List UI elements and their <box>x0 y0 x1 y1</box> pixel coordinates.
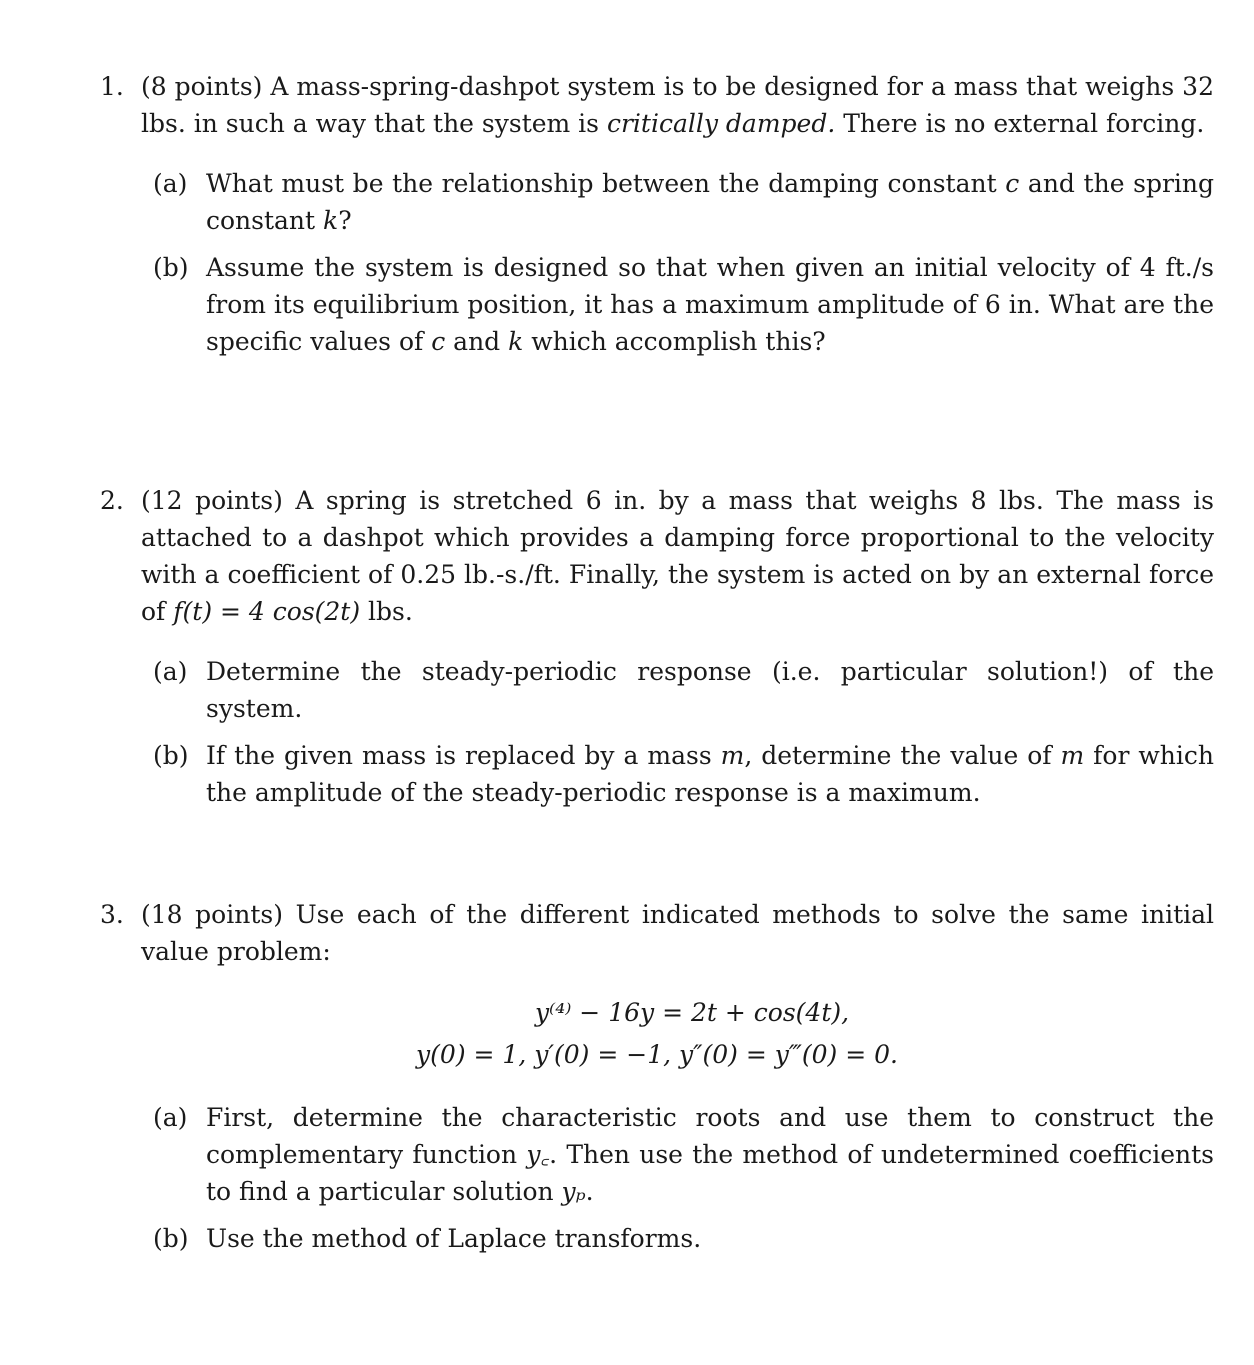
problem-1-text: A mass-spring-dashpot system is to be designed for a mass that weighs 32 lbs. in such a way that the system is <box>141 72 1214 138</box>
math-var: c <box>1005 169 1020 198</box>
part-label: (a) <box>153 657 188 686</box>
problem-2-part-a <box>153 653 1214 727</box>
problem-3-statement <box>100 896 1214 970</box>
part-text: First, determine the characteristic roots and use them to construct the complementary function <box>206 1103 1214 1169</box>
part-text: Determine the steady-periodic response (i.e. particular solution!) of the system. <box>206 657 1214 723</box>
ivp-equations <box>100 992 1214 1076</box>
problem-2-number: 2. <box>100 486 124 515</box>
problem-3 <box>100 896 1214 1267</box>
part-label: (b) <box>153 741 189 770</box>
part-text: which accomplish this? <box>523 327 826 356</box>
part-text: If the given mass is replaced by a mass <box>206 741 721 770</box>
part-text: . <box>585 1177 594 1206</box>
math-var: k <box>508 327 524 356</box>
problem-2-points: (12 points) <box>141 486 283 515</box>
part-label: (a) <box>153 1103 188 1132</box>
problem-2-statement <box>100 482 1214 630</box>
problem-1-parts <box>100 165 1214 360</box>
math-var: c <box>431 327 446 356</box>
part-label: (a) <box>153 169 188 198</box>
part-label: (b) <box>153 253 189 282</box>
problem-1-statement <box>100 68 1214 142</box>
problem-1-emphasis: critically damped. <box>606 109 836 138</box>
problem-1 <box>100 68 1214 370</box>
part-text: ? <box>338 206 352 235</box>
problem-2-text: A spring is stretched 6 in. by a mass that weighs 8 lbs. The mass is attached to a dashpot which provides a damping force proportional to the velocity with a coefficient of 0.25 lb.-s./ft. Finally, the system is acted on by an external force of <box>141 486 1214 626</box>
math-var: k <box>323 206 339 235</box>
problem-1-text-end: There is no external forcing. <box>835 109 1205 138</box>
math-var: m <box>1060 741 1085 770</box>
problem-1-points: (8 points) <box>141 72 263 101</box>
part-text: Assume the system is designed so that when given an initial velocity of 4 ft./s from its equilibrium position, it has a maximum amplitude of 6 in. What are the specific values of <box>206 253 1214 356</box>
part-text: . Then use the method of undetermined coefficients to find a particular solution <box>206 1140 1214 1206</box>
problem-3-text: Use each of the different indicated methods to solve the same initial value problem: <box>141 900 1215 966</box>
problem-3-part-b <box>153 1220 1214 1257</box>
problem-3-part-a <box>153 1099 1214 1210</box>
problem-2-forcing: f(t) = 4 cos(2t) <box>173 597 361 626</box>
problem-3-parts <box>100 1099 1214 1257</box>
problem-3-points: (18 points) <box>141 900 283 929</box>
problem-1-number: 1. <box>100 72 124 101</box>
differential-equation: y⁽⁴⁾ − 16y = 2t + cos(4t), <box>534 998 850 1027</box>
part-label: (b) <box>153 1224 189 1253</box>
initial-conditions: y(0) = 1, y′(0) = −1, y″(0) = y‴(0) = 0. <box>416 1040 898 1069</box>
problem-2 <box>100 482 1214 821</box>
part-text: , determine the value of <box>744 741 1061 770</box>
problem-2-parts <box>100 653 1214 811</box>
problem-1-part-a <box>153 165 1214 239</box>
problem-2-part-b <box>153 737 1214 811</box>
problem-2-text-end: lbs. <box>360 597 413 626</box>
math-var: y꜀ <box>526 1140 550 1169</box>
part-text: What must be the relationship between the damping constant <box>206 169 1006 198</box>
part-text: for which the amplitude of the steady-periodic response is a maximum. <box>206 741 1214 807</box>
part-text: Use the method of Laplace transforms. <box>206 1224 702 1253</box>
math-var: m <box>720 741 745 770</box>
part-text: and the spring constant <box>206 169 1214 235</box>
part-text: and <box>445 327 509 356</box>
problem-3-number: 3. <box>100 900 124 929</box>
math-var: yₚ <box>561 1177 586 1206</box>
problem-1-part-b <box>153 249 1214 360</box>
